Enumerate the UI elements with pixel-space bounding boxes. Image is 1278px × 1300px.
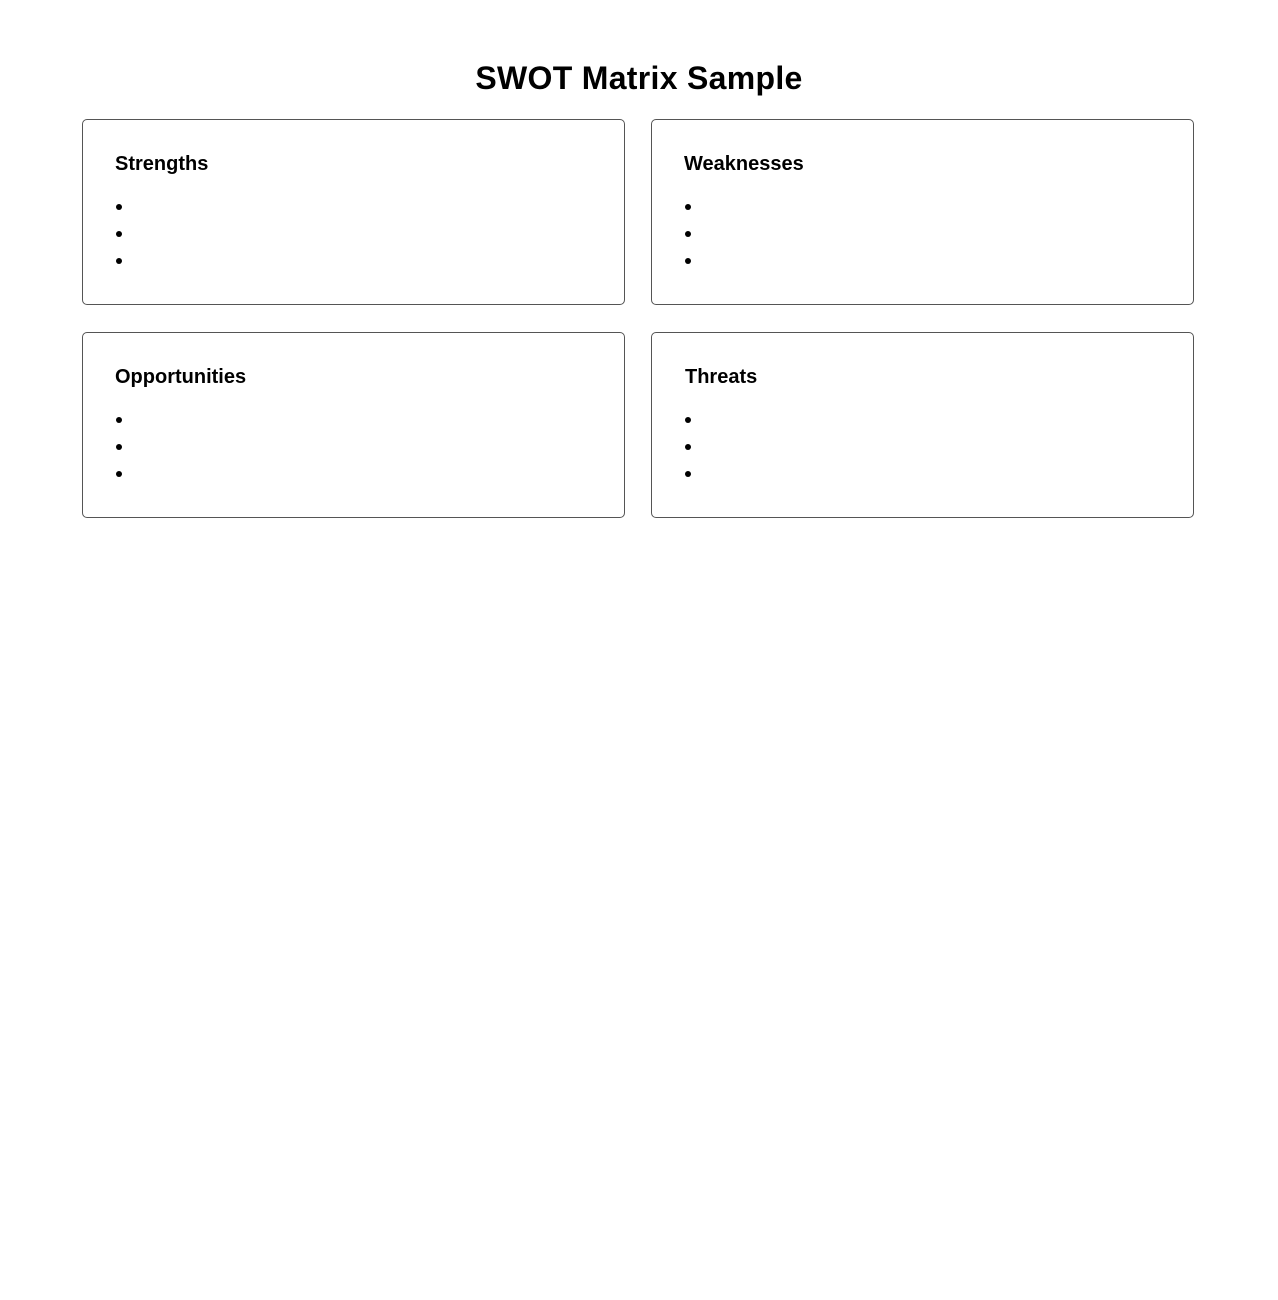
threats-list	[685, 409, 1125, 490]
opportunities-list-item	[116, 436, 556, 463]
threats-list-item	[685, 463, 1125, 490]
weaknesses-list	[685, 196, 1125, 277]
bullet-icon	[685, 204, 691, 210]
bullet-icon	[116, 258, 122, 264]
threats-list-item	[685, 436, 1125, 463]
bullet-icon	[685, 258, 691, 264]
strengths-title: Strengths	[115, 153, 209, 175]
weaknesses-box	[651, 119, 1194, 305]
weaknesses-list-item	[685, 223, 1125, 250]
opportunities-list-item	[116, 409, 556, 436]
bullet-icon	[685, 417, 691, 423]
bullet-icon	[685, 231, 691, 237]
strengths-box	[82, 119, 625, 305]
threats-list-item	[685, 409, 1125, 436]
bullet-icon	[685, 471, 691, 477]
weaknesses-list-item	[685, 196, 1125, 223]
strengths-list-item	[116, 196, 556, 223]
strengths-list-item	[116, 250, 556, 277]
bullet-icon	[116, 417, 122, 423]
strengths-list-item	[116, 223, 556, 250]
weaknesses-title: Weaknesses	[684, 153, 804, 175]
opportunities-box	[82, 332, 625, 518]
bullet-icon	[116, 444, 122, 450]
strengths-list	[116, 196, 556, 277]
opportunities-title: Opportunities	[115, 366, 247, 388]
bullet-icon	[116, 471, 122, 477]
opportunities-list	[116, 409, 556, 490]
page-title: SWOT Matrix Sample	[475, 60, 803, 96]
opportunities-list-item	[116, 463, 556, 490]
threats-box	[651, 332, 1194, 518]
bullet-icon	[685, 444, 691, 450]
bullet-icon	[116, 204, 122, 210]
weaknesses-list-item	[685, 250, 1125, 277]
bullet-icon	[116, 231, 122, 237]
threats-title: Threats	[685, 366, 758, 388]
